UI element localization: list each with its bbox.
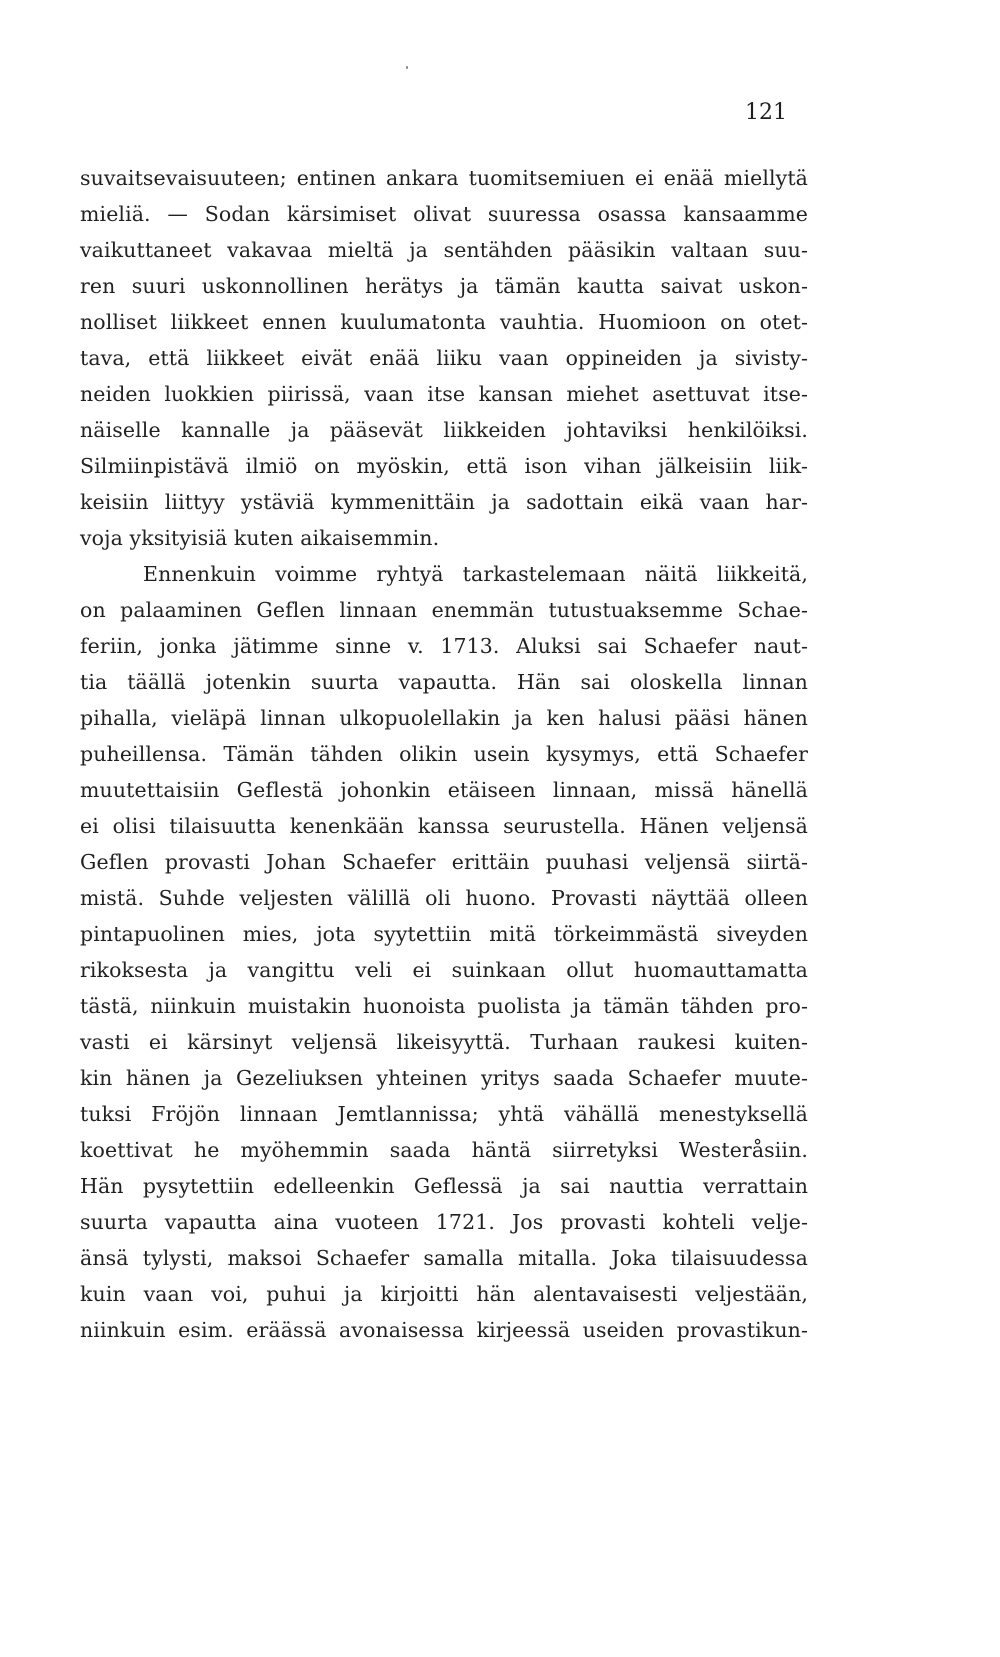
paper-speck: [406, 66, 408, 69]
page-number: 121: [745, 100, 787, 125]
text-line: änsä tylysti, maksoi Schaefer samalla mitalla. Joka tilaisuudessa: [80, 1246, 808, 1270]
text-line: ren suuri uskonnollinen herätys ja tämän kautta saivat uskon-: [80, 274, 808, 298]
text-line: näiselle kannalle ja pääsevät liikkeiden johtaviksi henkilöiksi.: [80, 418, 808, 442]
text-line: pintapuolinen mies, jota syytettiin mitä törkeimmästä siveyden: [80, 922, 808, 946]
text-line: neiden luokkien piirissä, vaan itse kansan miehet asettuvat itse-: [80, 382, 808, 406]
text-line: tästä, niinkuin muistakin huonoista puolista ja tämän tähden pro-: [80, 994, 808, 1018]
text-line: nolliset liikkeet ennen kuulumatonta vauhtia. Huomioon on otet-: [80, 310, 808, 334]
text-line: voja yksityisiä kuten aikaisemmin.: [80, 526, 440, 550]
text-line: mieliä. — Sodan kärsimiset olivat suuressa osassa kansaamme: [80, 202, 808, 226]
text-line: on palaaminen Geflen linnaan enemmän tutustuaksemme Schae-: [80, 598, 808, 622]
text-line: puheillensa. Tämän tähden olikin usein kysymys, että Schaefer: [80, 742, 808, 766]
text-line: tia täällä jotenkin suurta vapautta. Hän sai oloskella linnan: [80, 670, 808, 694]
text-line: vaikuttaneet vakavaa mieltä ja sentähden pääsikin valtaan suu-: [80, 238, 808, 262]
text-line: ei olisi tilaisuutta kenenkään kanssa seurustella. Hänen veljensä: [80, 814, 808, 838]
text-line: suurta vapautta aina vuoteen 1721. Jos provasti kohteli velje-: [80, 1210, 808, 1234]
text-line: mistä. Suhde veljesten välillä oli huono. Provasti näyttää olleen: [80, 886, 808, 910]
text-line: Silmiinpistävä ilmiö on myöskin, että ison vihan jälkeisiin liik-: [80, 454, 808, 478]
text-line: tuksi Fröjön linnaan Jemtlannissa; yhtä vähällä menestyksellä: [80, 1102, 808, 1126]
text-line: tava, että liikkeet eivät enää liiku vaan oppineiden ja sivisty-: [80, 346, 808, 370]
text-line: Hän pysytettiin edelleenkin Geflessä ja sai nauttia verrattain: [80, 1174, 808, 1198]
text-line: niinkuin esim. eräässä avonaisessa kirjeessä useiden provastikun-: [80, 1318, 808, 1342]
text-line: kuin vaan voi, puhui ja kirjoitti hän alentavaisesti veljestään,: [80, 1282, 808, 1306]
text-line: vasti ei kärsinyt veljensä likeisyyttä. Turhaan raukesi kuiten-: [80, 1030, 808, 1054]
text-line: suvaitsevaisuuteen; entinen ankara tuomitsemiuen ei enää miellytä: [80, 166, 808, 190]
text-line: feriin, jonka jätimme sinne v. 1713. Aluksi sai Schaefer naut-: [80, 634, 808, 658]
text-line: rikoksesta ja vangittu veli ei suinkaan ollut huomauttamatta: [80, 958, 808, 982]
text-line: pihalla, vieläpä linnan ulkopuolellakin ja ken halusi pääsi hänen: [80, 706, 808, 730]
paragraph-start-line: Ennenkuin voimme ryhtyä tarkastelemaan näitä liikkeitä,: [143, 562, 808, 586]
text-line: Geflen provasti Johan Schaefer erittäin puuhasi veljensä siirtä-: [80, 850, 808, 874]
text-line: keisiin liittyy ystäviä kymmenittäin ja sadottain eikä vaan har-: [80, 490, 808, 514]
text-line: muutettaisiin Geflestä johonkin etäiseen linnaan, missä hänellä: [80, 778, 808, 802]
text-line: koettivat he myöhemmin saada häntä siirretyksi Westeråsiin.: [80, 1138, 808, 1162]
text-line: kin hänen ja Gezeliuksen yhteinen yritys saada Schaefer muute-: [80, 1066, 808, 1090]
